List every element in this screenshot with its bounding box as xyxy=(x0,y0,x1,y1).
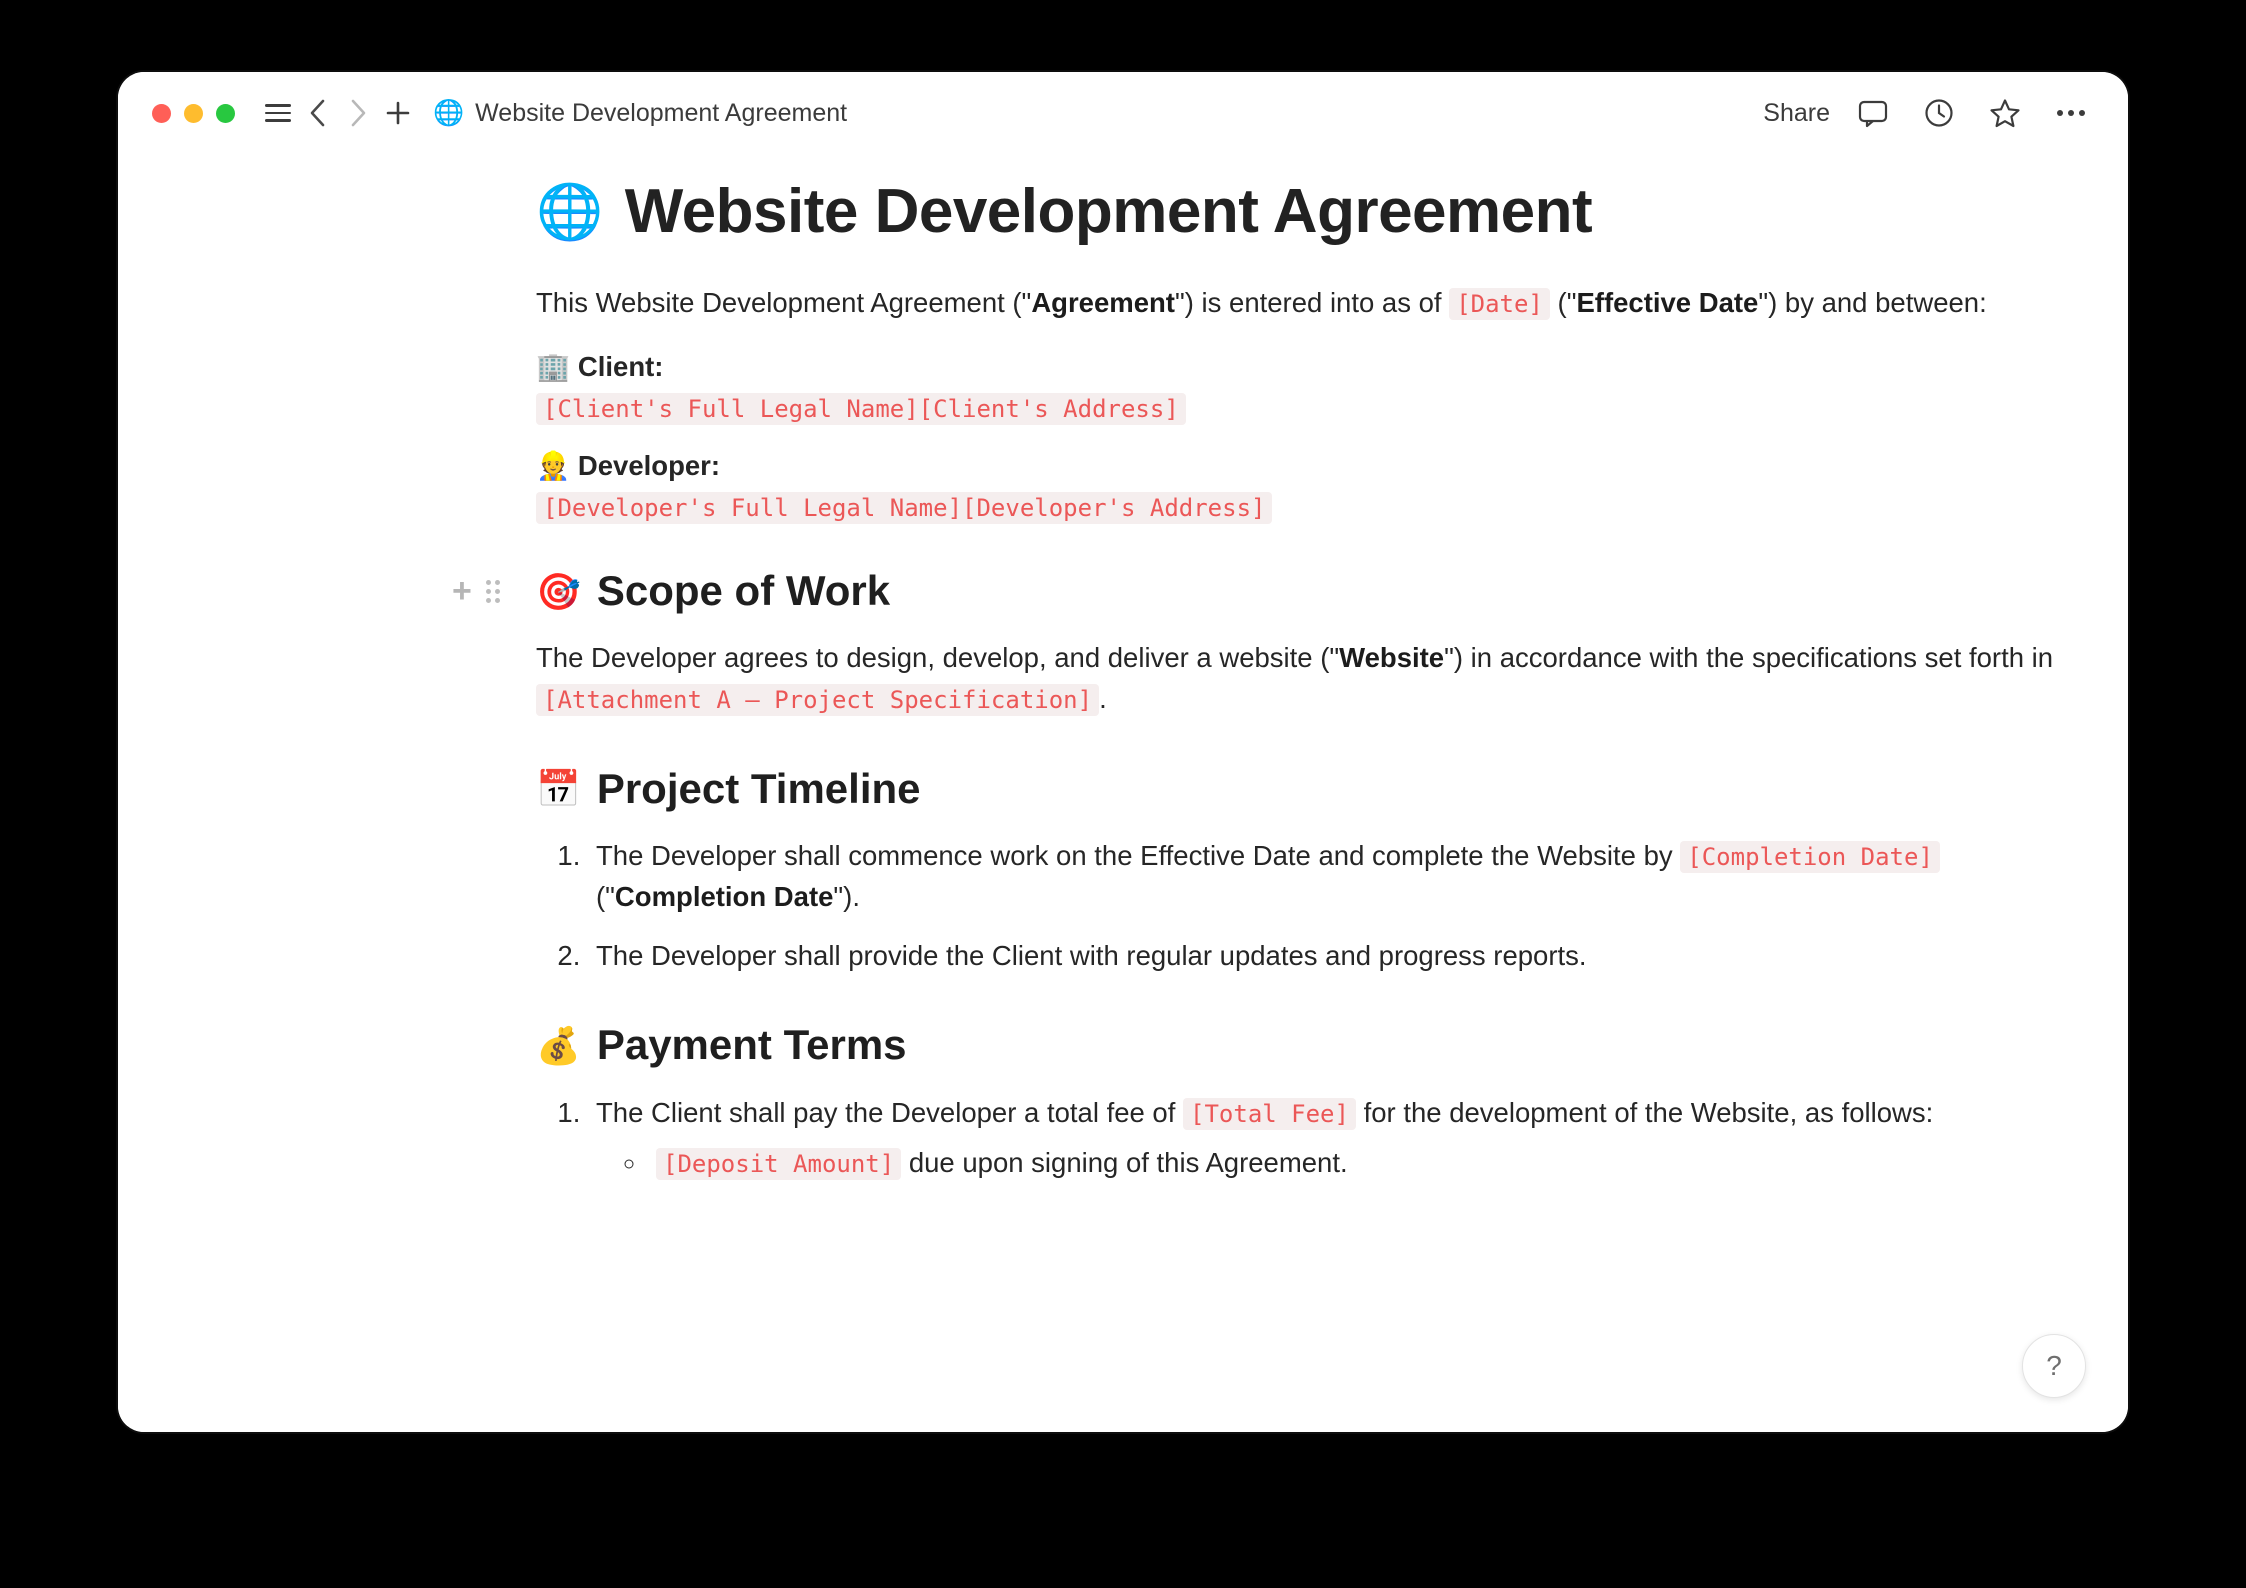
intro-part3: (" xyxy=(1549,287,1577,319)
titlebar-actions xyxy=(1763,96,2094,130)
breadcrumb-title[interactable]: Website Development Agreement xyxy=(475,98,848,127)
intro-bold-effective-date: Effective Date xyxy=(1576,287,1759,319)
menu-icon[interactable] xyxy=(261,96,295,130)
scope-part2: ") in accordance with the specifications set forth in xyxy=(1444,642,2054,674)
intro-part4: ") by and between: xyxy=(1758,287,1987,319)
payment-item1-part2: for the development of the Website, as follows: xyxy=(1355,1096,1934,1128)
heading-payment-terms-text: Payment Terms xyxy=(596,1021,907,1069)
placeholder-total-fee[interactable]: [Total Fee] xyxy=(1183,1098,1356,1130)
payment-bullet1-text: due upon signing of this Agreement. xyxy=(901,1147,1348,1179)
close-window-button[interactable] xyxy=(152,104,171,123)
more-dots xyxy=(2057,110,2085,116)
timeline-item1-part2: (" xyxy=(596,880,615,912)
heading-payment-terms[interactable] xyxy=(536,1020,2068,1070)
comment-icon[interactable] xyxy=(1856,96,1890,130)
placeholder-developer-details[interactable]: [Developer's Full Legal Name][Developer's Address] xyxy=(536,492,1272,524)
intro-bold-agreement: Agreement xyxy=(1031,287,1175,319)
developer-code-line xyxy=(536,494,2068,522)
more-icon[interactable] xyxy=(2054,96,2088,130)
heading-project-timeline-text: Project Timeline xyxy=(596,764,921,812)
intro-part1: This Website Development Agreement (" xyxy=(536,287,1032,319)
page-title xyxy=(536,176,2068,247)
hamburger-lines xyxy=(265,104,291,122)
developer-label-text: Developer: xyxy=(577,449,721,481)
scope-part1: The Developer agrees to design, develop, and deliver a website (" xyxy=(536,642,1340,674)
placeholder-client-details[interactable]: [Client's Full Legal Name][Client's Address] xyxy=(536,393,1186,425)
list-item[interactable] xyxy=(648,1143,2068,1184)
placeholder-attachment-a[interactable]: [Attachment A — Project Specification] xyxy=(536,684,1099,716)
window-titlebar xyxy=(118,72,2128,154)
placeholder-completion-date[interactable]: [Completion Date] xyxy=(1680,841,1940,873)
placeholder-deposit-amount[interactable]: [Deposit Amount] xyxy=(656,1148,901,1180)
client-code-line xyxy=(536,395,2068,423)
document-content xyxy=(452,154,2068,1184)
client-label-text: Client: xyxy=(577,350,664,382)
list-item[interactable] xyxy=(588,936,2068,977)
forward-icon[interactable] xyxy=(341,96,375,130)
share-button[interactable]: Share xyxy=(1763,98,1830,127)
heading-scope-of-work-text: Scope of Work xyxy=(596,566,891,614)
globe-icon: 🌐 xyxy=(536,181,603,242)
scope-of-work-paragraph[interactable] xyxy=(536,638,2068,719)
calendar-icon: 📅 xyxy=(536,768,581,810)
money-bag-icon: 💰 xyxy=(536,1024,581,1066)
developer-label xyxy=(536,449,2068,482)
traffic-lights xyxy=(152,104,235,123)
dart-icon: 🎯 xyxy=(536,570,581,612)
favorite-icon[interactable] xyxy=(1988,96,2022,130)
timeline-item1-part3: "). xyxy=(833,880,860,912)
heading-scope-of-work[interactable] xyxy=(452,566,2068,616)
app-window xyxy=(118,72,2128,1432)
construction-worker-icon: 👷 xyxy=(536,449,571,481)
intro-part2: ") is entered into as of xyxy=(1174,287,1450,319)
scope-bold-website: Website xyxy=(1339,642,1445,674)
office-building-icon: 🏢 xyxy=(536,350,571,382)
add-block-icon[interactable]: + xyxy=(452,572,472,611)
minimize-window-button[interactable] xyxy=(184,104,203,123)
back-icon[interactable] xyxy=(301,96,335,130)
help-button[interactable]: ? xyxy=(2022,1334,2086,1398)
page-title-text[interactable]: Website Development Agreement xyxy=(624,177,1593,246)
document-canvas xyxy=(118,154,2128,1432)
intro-paragraph[interactable] xyxy=(536,283,2068,324)
timeline-item1-part1: The Developer shall commence work on the Effective Date and complete the Website by xyxy=(596,840,1681,872)
payment-bullet-list xyxy=(596,1143,2068,1184)
globe-icon: 🌐 xyxy=(433,98,465,127)
heading-project-timeline[interactable] xyxy=(536,764,2068,814)
timeline-item2-text: The Developer shall provide the Client with regular updates and progress reports. xyxy=(596,939,1587,971)
maximize-window-button[interactable] xyxy=(216,104,235,123)
payment-terms-list xyxy=(536,1093,2068,1184)
placeholder-date[interactable]: [Date] xyxy=(1449,288,1550,320)
payment-item1-part1: The Client shall pay the Developer a total fee of xyxy=(596,1096,1184,1128)
list-item[interactable] xyxy=(588,836,2068,917)
project-timeline-list xyxy=(536,836,2068,976)
drag-handle-icon[interactable] xyxy=(486,580,500,603)
add-icon[interactable] xyxy=(381,96,415,130)
breadcrumb[interactable] xyxy=(433,99,847,128)
timeline-item1-bold: Completion Date xyxy=(614,880,834,912)
block-handles xyxy=(452,572,500,611)
client-label xyxy=(536,350,2068,383)
history-icon[interactable] xyxy=(1922,96,1956,130)
scope-part3: . xyxy=(1099,683,1107,715)
list-item[interactable] xyxy=(588,1093,2068,1184)
